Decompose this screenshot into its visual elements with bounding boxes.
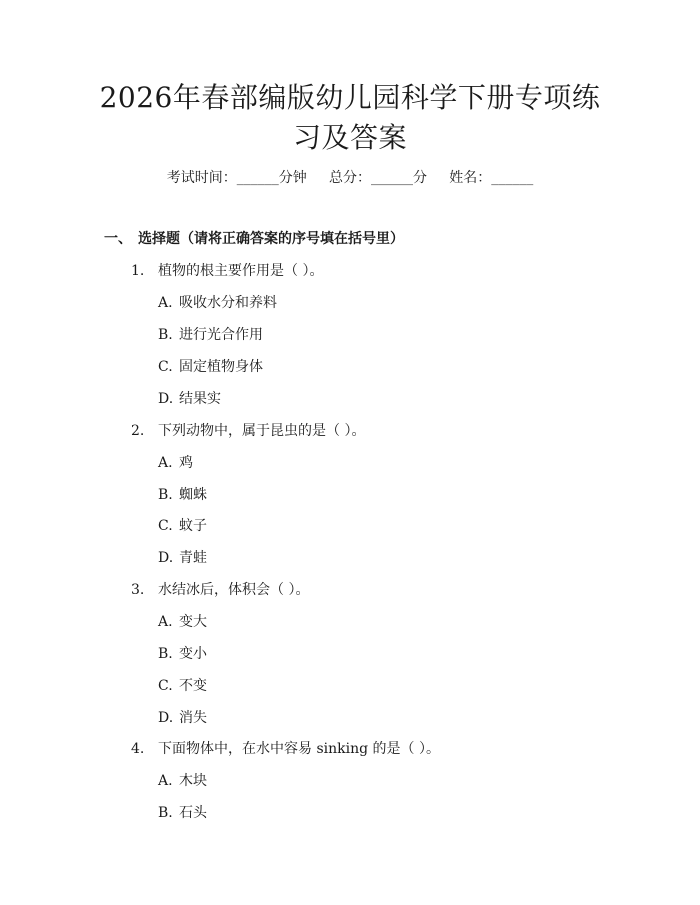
question-number: 4. (131, 741, 145, 757)
option-text: 鸡 (179, 455, 193, 471)
option-letter: D. (158, 391, 174, 407)
option-text: 木块 (179, 773, 207, 789)
question-1-option-d (158, 389, 221, 409)
question-2 (131, 421, 365, 441)
option-text: 青蛙 (179, 550, 207, 566)
option-letter: A. (158, 773, 173, 789)
section-heading (104, 229, 404, 249)
option-text: 进行光合作用 (179, 327, 263, 343)
option-text: 变小 (179, 646, 207, 662)
option-text: 蜘蛛 (179, 487, 207, 503)
question-3-option-a (158, 612, 207, 632)
question-text: 水结冰后，体积会（ ）。 (158, 582, 310, 598)
option-text: 消失 (179, 710, 207, 726)
document-title: 2026年春部编版幼儿园科学下册专项练习及答案 (99, 81, 601, 154)
option-text: 不变 (179, 678, 207, 694)
question-text: 下面物体中，在水中容易 sinking 的是（ ）。 (158, 741, 440, 757)
question-2-option-a (158, 453, 193, 473)
question-3-option-c (158, 676, 207, 696)
option-letter: B. (158, 487, 173, 503)
option-letter: A. (158, 614, 173, 630)
option-letter: A. (158, 455, 173, 471)
question-text: 下列动物中，属于昆虫的是（ ）。 (158, 423, 366, 439)
question-4-option-b (158, 803, 207, 823)
question-2-option-b (158, 485, 207, 505)
question-3 (131, 580, 309, 600)
option-letter: D. (158, 550, 174, 566)
option-letter: B. (158, 805, 173, 821)
option-text: 固定植物身体 (179, 359, 263, 375)
option-letter: B. (158, 646, 173, 662)
section-number: 一、 (104, 231, 132, 247)
option-letter: C. (158, 518, 173, 534)
option-text: 结果实 (179, 391, 221, 407)
option-letter: C. (158, 678, 173, 694)
option-text: 吸收水分和养料 (179, 295, 277, 311)
question-3-option-d (158, 708, 207, 728)
question-2-option-d (158, 548, 207, 568)
question-1 (131, 261, 323, 281)
option-letter: D. (158, 710, 174, 726)
question-2-option-c (158, 516, 207, 536)
option-text: 石头 (179, 805, 207, 821)
question-1-option-a (158, 293, 277, 313)
option-letter: A. (158, 295, 173, 311)
question-number: 1. (131, 263, 145, 279)
question-text: 植物的根主要作用是（ ）。 (158, 263, 324, 279)
question-1-option-b (158, 325, 263, 345)
exam-info-line: 考试时间：______分钟 总分：______分 姓名：______ (166, 170, 534, 186)
option-text: 蚊子 (179, 518, 207, 534)
question-number: 3. (131, 582, 145, 598)
question-4 (131, 739, 440, 759)
question-number: 2. (131, 423, 145, 439)
question-1-option-c (158, 357, 263, 377)
option-text: 变大 (179, 614, 207, 630)
section-title: 选择题（请将正确答案的序号填在括号里） (138, 231, 404, 247)
question-3-option-b (158, 644, 207, 664)
option-letter: B. (158, 327, 173, 343)
question-4-option-a (158, 771, 207, 791)
option-letter: C. (158, 359, 173, 375)
